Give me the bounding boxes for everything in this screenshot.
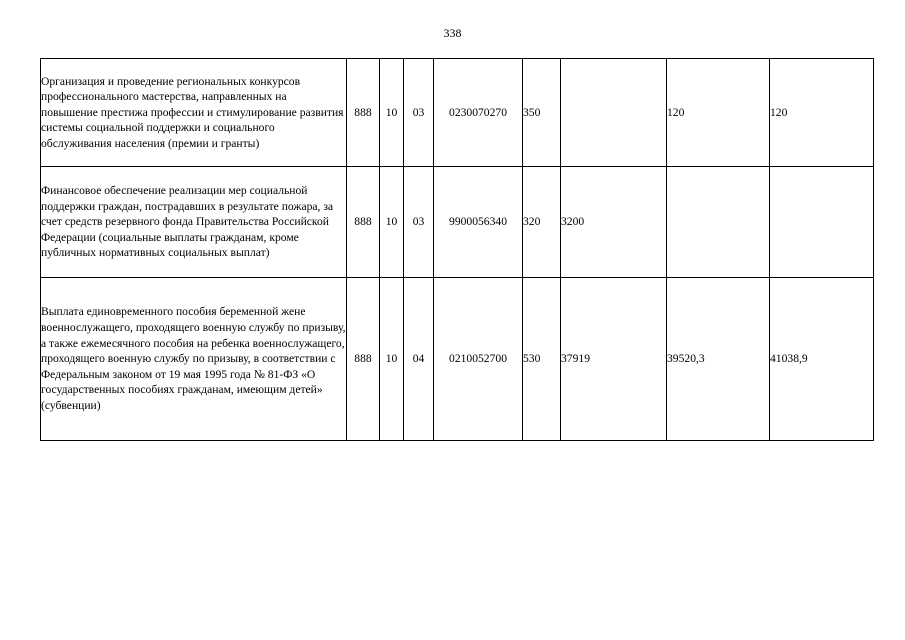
table-row xyxy=(41,278,874,441)
expense-name-cell: Выплата единовременного пособия беременной жене военнослужащего, проходящего военную службу по призыву, а также ежемесячного пособия на ребенка военнослужащего, проходящего военную службу по призыву, в соответствии с Федеральным законом от 19 мая 1995 года № 81-ФЗ «О государственных пособиях гражданам, имеющим детей» (субвенции) xyxy=(41,278,347,441)
sum2-cell: 39520,3 xyxy=(667,278,770,441)
rz-cell: 10 xyxy=(380,59,404,167)
expense-name-cell: Финансовое обеспечение реализации мер социальной поддержки граждан, пострадавших в результате пожара, за счет средств резервного фонда Правительства Российской Федерации (социальные выплаты гражданам, кроме публичных нормативных социальных выплат) xyxy=(41,167,347,278)
page-number: 338 xyxy=(443,26,462,40)
gr-cell: 888 xyxy=(347,59,380,167)
sum3-cell xyxy=(770,167,874,278)
sum2-cell: 120 xyxy=(667,59,770,167)
sum1-cell: 37919 xyxy=(561,278,667,441)
sum1-cell xyxy=(561,59,667,167)
csr-cell: 9900056340 xyxy=(434,167,523,278)
expense-name-cell: Организация и проведение региональных конкурсов профессионального мастерства, направленных на повышение престижа профессии и стимулирование развития системы социальной поддержки и социального обслуживания населения (премии и гранты) xyxy=(41,59,347,167)
gr-cell: 888 xyxy=(347,167,380,278)
sum3-cell: 120 xyxy=(770,59,874,167)
rz-cell: 10 xyxy=(380,278,404,441)
sum3-cell: 41038,9 xyxy=(770,278,874,441)
sum1-cell: 3200 xyxy=(561,167,667,278)
csr-cell: 0230070270 xyxy=(434,59,523,167)
budget-table xyxy=(40,58,874,441)
csr-cell: 0210052700 xyxy=(434,278,523,441)
gr-cell: 888 xyxy=(347,278,380,441)
table-row xyxy=(41,167,874,278)
rz-cell: 10 xyxy=(380,167,404,278)
pr-cell: 03 xyxy=(404,59,434,167)
table-row xyxy=(41,59,874,167)
vr-cell: 350 xyxy=(523,59,561,167)
vr-cell: 530 xyxy=(523,278,561,441)
pr-cell: 04 xyxy=(404,278,434,441)
sum2-cell xyxy=(667,167,770,278)
vr-cell: 320 xyxy=(523,167,561,278)
pr-cell: 03 xyxy=(404,167,434,278)
